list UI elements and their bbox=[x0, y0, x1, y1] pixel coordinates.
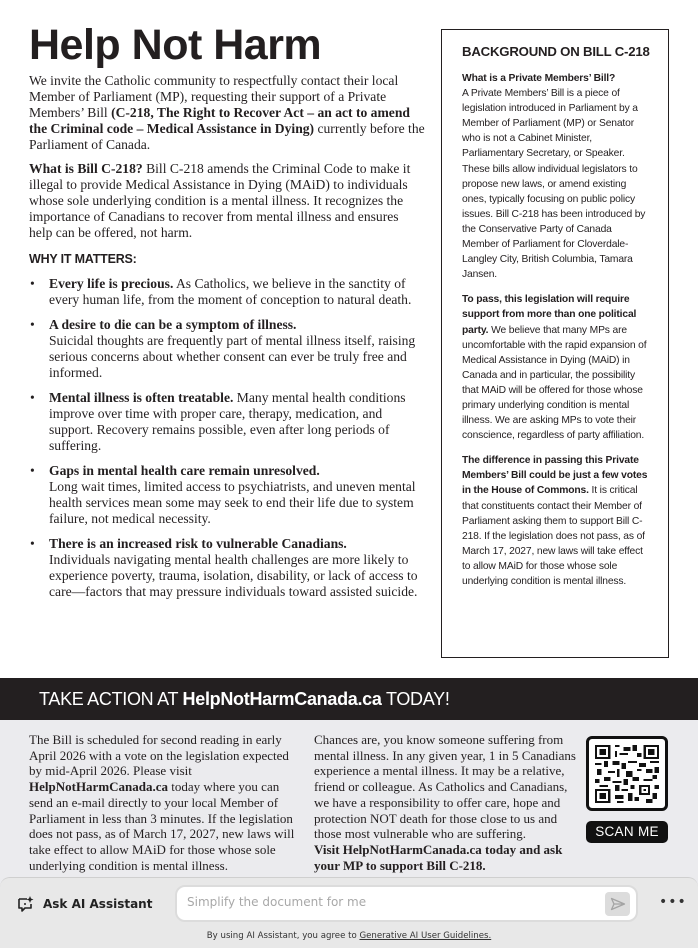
action-column-left: The Bill is scheduled for second reading in early April 2026 with a vote on the legislation expected by mid-April 2026. Please visit HelpNotHarmCanada.ca today where you can send an e-mail directly to your local Member of Parliament in less than 3 minutes. If the legislation does not pass, as of March 17, 2027, new laws will take effect to allow MAiD for those whose sole underlying condition is mental illness. bbox=[29, 732, 295, 873]
ai-assistant-panel bbox=[0, 877, 698, 948]
background-heading: BACKGROUND ON BILL C-218 bbox=[462, 44, 650, 59]
qr-code-icon bbox=[595, 745, 659, 803]
list-item: • A desire to die can be a symptom of illness. Suicidal thoughts are frequently part of mental illness itself, raising serious concerns about whether consent can ever be truly free and informed. bbox=[29, 317, 425, 381]
take-action-banner: TAKE ACTION AT HelpNotHarmCanada.ca TODAY! bbox=[0, 678, 698, 720]
why-it-matters-heading: WHY IT MATTERS: bbox=[29, 252, 137, 266]
send-button[interactable] bbox=[605, 892, 630, 916]
reasons-list bbox=[29, 276, 425, 600]
ask-ai-assistant-label: Ask AI Assistant bbox=[43, 897, 153, 911]
ask-ai-assistant-button[interactable] bbox=[17, 895, 152, 913]
action-column-right: Chances are, you know someone suffering from mental illness. In any given year, 1 in 5 Canadians experience a mental illness. It may be a relative, friend or colleague. As Catholics and Canadians, we have a responsibility to offer care, hope and protection NOT death for those close to us and those most vulnerable who are suffering. Visit HelpNotHarmCanada.ca today and ask your MP to support Bill C-218. bbox=[314, 732, 576, 873]
background-paragraph: The difference in passing this Private Members’ Bill could be just a few votes in the House of Commons. It is critical that constituents contact their Member of Parliament asking them to support Bill C-218. If the legislation does not pass, as of March 17, 2027, new laws will take effect to allow MAiD for those whose sole underlying condition is mental illness. bbox=[462, 455, 648, 587]
page-title: Help Not Harm bbox=[29, 21, 322, 69]
list-item: • Mental illness is often treatable. Many mental health conditions improve over time with proper care, therapy, medication, and support. Recovery remains possible, even after long periods of suffering. bbox=[29, 390, 425, 454]
ai-guidelines-link[interactable]: Generative AI User Guidelines. bbox=[359, 931, 492, 941]
ai-prompt-field bbox=[175, 885, 638, 922]
what-is-paragraph: What is Bill C-218? Bill C-218 amends the Criminal Code to make it illegal to provide Medical Assistance in Dying (MAiD) to individuals whose sole underlying condition is a mental illness. It recognizes the importance of Canadians to recover from mental illness and ensures help can be offered, not harm. bbox=[29, 161, 411, 240]
more-horizontal-icon: ••• bbox=[659, 894, 687, 910]
qr-code bbox=[586, 736, 668, 811]
list-item: • There is an increased risk to vulnerable Canadians. Individuals navigating mental health challenges are more likely to experience poverty, trauma, isolation, disability, or lack of access to care—factors that may pressure individuals toward assisted suicide. bbox=[29, 536, 425, 600]
intro-paragraph: We invite the Catholic community to respectfully contact their local Member of Parliament (MP), requesting their support of a Private Members’ Bill (C-218, The Right to Recover Act – an act to amend the Criminal code – Medical Assistance in Dying) currently before the Parliament of Canada. bbox=[29, 73, 425, 152]
ai-prompt-input[interactable] bbox=[187, 895, 587, 909]
scan-me-label: SCAN ME bbox=[586, 821, 668, 843]
background-sidebar-box bbox=[441, 29, 669, 658]
main-column bbox=[29, 73, 425, 609]
send-icon bbox=[610, 897, 626, 911]
website-link[interactable]: HelpNotHarmCanada.ca bbox=[182, 689, 382, 709]
background-paragraph: What is a Private Members’ Bill? A Private Members’ Bill is a piece of legislation introduced in Parliament by a Member of Parliament (MP) or Senator who is not a Cabinet Minister, Parliamentary Secretary, or Speaker. These bills allow individual legislators to propose new laws, or amend existing ones, typically focusing on public policy issues. Bill C-218 has been introduced by the Conservative Party of Canada Member of Parliament for Cloverdale-Langley City, British Columbia, Tamara Jansen. bbox=[462, 73, 646, 281]
ai-disclaimer: By using AI Assistant, you agree to Generative AI User Guidelines. bbox=[206, 931, 492, 941]
more-options-button[interactable] bbox=[659, 894, 687, 910]
list-item: • Gaps in mental health care remain unresolved. Long wait times, limited access to psychiatrists, and uneven mental health services mean some may seek to end their life due to system failure, not medical necessity. bbox=[29, 463, 425, 527]
list-item: • Every life is precious. As Catholics, we believe in the sanctity of every human life, from the moment of conception to natural death. bbox=[29, 276, 425, 308]
ai-chat-sparkle-icon bbox=[17, 895, 35, 913]
website-link[interactable]: HelpNotHarmCanada.ca bbox=[29, 779, 169, 795]
background-paragraph: To pass, this legislation will require support from more than one political party. We believe that many MPs are uncomfortable with the rapid expansion of Medical Assistance in Dying (MAiD) in Canada and in particular, the possibility that MAiD will be offered for those whose primary underlying condition is mental illness. We are asking MPs to vote their conscience, regardless of party affiliation. bbox=[462, 294, 647, 442]
